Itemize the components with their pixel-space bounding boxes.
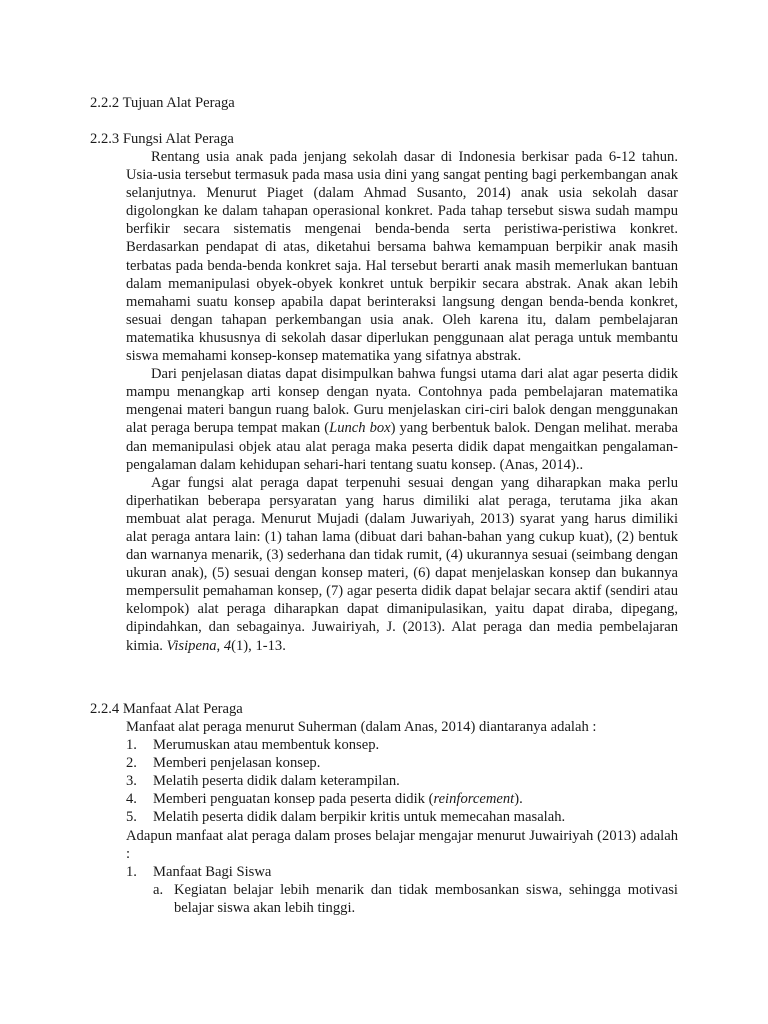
list-item xyxy=(126,754,678,772)
list-number: 3. xyxy=(126,773,137,790)
fungsi-paragraph-2 xyxy=(126,365,678,474)
list-number: 1. xyxy=(126,737,137,754)
list-text: Memberi penjelasan konsep. xyxy=(153,755,321,772)
fungsi-paragraph-3 xyxy=(126,474,678,655)
list-item xyxy=(126,808,678,826)
fungsi-body xyxy=(126,148,678,655)
section-heading-manfaat: 2.2.4 Manfaat Alat Peraga xyxy=(90,701,243,717)
citation-separator: , xyxy=(216,637,224,654)
journal-name: Visipena xyxy=(166,637,217,654)
sub-list-text: Kegiatan belajar lebih menarik dan tidak membosankan siswa, sehingga motivasi belajar siswa akan lebih tinggi. xyxy=(174,881,678,916)
italic-term: reinforcement xyxy=(433,791,515,808)
list-text: Memberi penguatan konsep pada peserta didik ( xyxy=(153,791,434,808)
manfaat-intro: Manfaat alat peraga menurut Suherman (dalam Anas, 2014) diantaranya adalah : xyxy=(126,719,597,735)
manfaat-outro: Adapun manfaat alat peraga dalam proses belajar mengajar menurut Juwairiyah (2013) adalah : xyxy=(126,827,678,862)
list-text: Melatih peserta didik dalam keterampilan. xyxy=(153,773,400,790)
list-item xyxy=(126,790,678,808)
section-heading-tujuan: 2.2.2 Tujuan Alat Peraga xyxy=(90,95,235,111)
paragraph-text: ) yang berbentuk balok. Dengan melihat. meraba dan memanipulasi objek atau alat peraga maka peserta didik dapat mengaitkan pengalaman-pengalaman dalam kehidupan sehari-hari tentang suatu konsep. (Anas, 2014).. xyxy=(126,420,678,473)
list-item xyxy=(126,736,678,754)
list-text: ). xyxy=(514,791,523,808)
manfaat-body xyxy=(126,718,678,917)
list-number: 2. xyxy=(126,755,137,772)
list-number: 4. xyxy=(126,791,137,808)
journal-volume: 4 xyxy=(223,637,232,654)
section-heading-fungsi: 2.2.3 Fungsi Alat Peraga xyxy=(90,131,234,147)
list-title: Manfaat Bagi Siswa xyxy=(153,863,272,880)
list-item-siswa xyxy=(126,863,678,881)
sub-list-item xyxy=(126,881,678,917)
list-number: 5. xyxy=(126,809,137,826)
manfaat-list xyxy=(126,736,678,826)
list-item xyxy=(126,772,678,790)
paragraph-text: Agar fungsi alat peraga dapat terpenuhi sesuai dengan yang diharapkan maka perlu diperhatikan beberapa persyaratan yang harus dimiliki alat peraga, terutama jika akan membuat alat peraga. Menurut Mujadi (dalam Juwariyah, 2013) syarat yang harus dimiliki alat peraga antara lain: (1) tahan lama (dibuat dari bahan-bahan yang cukup kuat), (2) bentuk dan warnanya menarik, (3) sederhana dan tidak rumit, (4) ukurannya sesuai (seimbang dengan ukuran anak), (5) sesuai dengan konsep materi, (6) dapat menjelaskan konsep dan bukannya mempersulit pemahaman konsep, (7) agar peserta didik dapat belajar secara aktif (sendiri atau kelompok) alat peraga diharapkan dapat dimanipulasikan, yaitu dapat diraba, dipegang, dipindahkan, dan sebagainya. Juwairiyah, J. (2013). Alat peraga dan media pembelajaran kimia. xyxy=(126,474,678,654)
list-text: Merumuskan atau membentuk konsep. xyxy=(153,737,380,754)
italic-term: Lunch box xyxy=(329,420,391,437)
sub-list-letter: a. xyxy=(153,881,164,898)
paragraph-text: Dari penjelasan diatas dapat disimpulkan bahwa fungsi utama dari alat agar peserta didik mampu menangkap arti konsep dengan nyata. Contohnya pada pembelajaran matematika mengenai materi bangun ruang balok. Guru menjelaskan ciri-ciri balok dengan menggunakan alat peraga berupa tempat makan ( xyxy=(126,366,678,437)
citation-pages: (1), 1-13. xyxy=(231,637,286,654)
fungsi-paragraph-1: Rentang usia anak pada jenjang sekolah dasar di Indonesia berkisar pada 6-12 tahun. Usia-usia tersebut termasuk pada masa usia dini yang sangat penting bagi perkembangan anak selanjutnya. Menurut Piaget (dalam Ahmad Susanto, 2014) anak usia sekolah dasar digolongkan ke dalam tahapan operasional konkret. Pada tahap tersebut siswa sudah mampu berfikir secara sistematis mengenai benda-benda serta peristiwa-peristiwa konkret. Berdasarkan pendapat di atas, diketahui bersama bahwa kemampuan berpikir anak masih terbatas pada benda-benda konkret saja. Hal tersebut berarti anak masih memerlukan bantuan dalam memanipulasi obyek-obyek konkret untuk berpikir secara abstrak. Anak akan lebih memahami suatu konsep apabila dapat berinteraksi langsung dengan benda-benda konkret, sesuai dengan tahapan perkembangan usia anak. Oleh karena itu, dalam pembelajaran matematika khususnya di sekolah dasar diperlukan penggunaan alat peraga untuk membantu siswa memahami konsep-konsep matematika yang sifatnya abstrak. xyxy=(126,149,678,365)
list-number: 1. xyxy=(126,863,137,880)
list-text: Melatih peserta didik dalam berpikir kritis untuk memecahan masalah. xyxy=(153,809,566,826)
